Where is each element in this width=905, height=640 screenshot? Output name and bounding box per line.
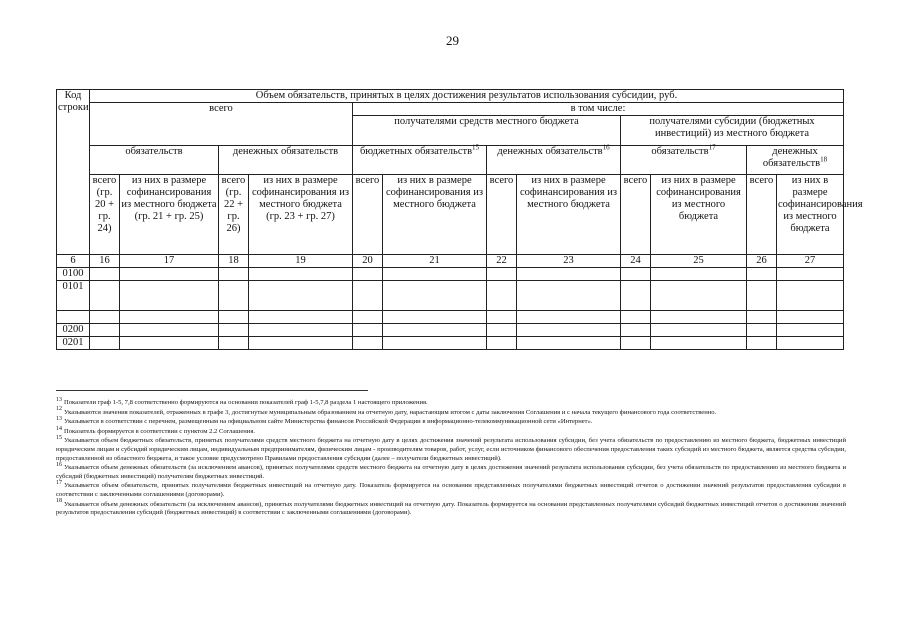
table-cell[interactable] xyxy=(517,324,621,337)
footnote xyxy=(56,396,846,408)
footnote xyxy=(56,418,846,427)
table-cell[interactable] xyxy=(249,268,353,281)
obligations-label: обязательств xyxy=(125,146,183,157)
footnote-number: 12 xyxy=(56,406,62,413)
table-cell[interactable] xyxy=(651,324,747,337)
total-label: всего xyxy=(209,103,233,114)
table-row xyxy=(57,281,844,311)
footnote-number: 15 xyxy=(56,435,62,442)
row-code: 0100 xyxy=(57,268,90,281)
local-budget-recipients-label: получателями средств местного бюджета xyxy=(394,116,579,127)
footnote xyxy=(56,461,846,481)
table-cell[interactable] xyxy=(383,311,487,324)
footnote-number: 14 xyxy=(56,425,62,432)
footnotes xyxy=(56,396,846,519)
obligations-header xyxy=(90,146,219,175)
sub-header-total: всего xyxy=(353,175,383,255)
column-number: 21 xyxy=(383,255,487,268)
table-cell[interactable] xyxy=(353,281,383,311)
column-number: 20 xyxy=(353,255,383,268)
sub-header-cofin-gr23: из них в размере софинансирования из местного бюджета (гр. 23 + гр. 27) xyxy=(249,175,353,255)
table-cell[interactable] xyxy=(120,324,219,337)
including-header xyxy=(353,103,844,116)
table-cell[interactable] xyxy=(120,281,219,311)
table-cell[interactable] xyxy=(777,337,844,350)
table-cell[interactable] xyxy=(621,268,651,281)
table-cell[interactable] xyxy=(621,311,651,324)
subsidy-recipients-header xyxy=(621,116,844,146)
table-row xyxy=(57,337,844,350)
code-header-cell xyxy=(57,90,90,255)
row-code: 0101 xyxy=(57,281,90,311)
column-number: 18 xyxy=(219,255,249,268)
page-number: 29 xyxy=(446,33,459,48)
footnote-text: Показатели граф 1-5, 7,8 соответственно формируются на основании показателей граф 1-5,7,8 раздела 1 настоящего приложения. xyxy=(64,399,428,406)
total-header xyxy=(90,103,353,146)
table-cell[interactable] xyxy=(621,281,651,311)
footnote-ref-16: 16 xyxy=(602,143,610,152)
obligations-subsidy-label: обязательств xyxy=(651,146,709,157)
table-cell[interactable] xyxy=(517,268,621,281)
table-cell[interactable] xyxy=(353,268,383,281)
footnote-text: Указывается в соответствии с перечнем, размещенным на официальном сайте Министерства финансов Российской Федерации в информационно-телекоммуникационной сети «Интернет». xyxy=(64,418,593,426)
footnote xyxy=(56,498,846,518)
table-title-cell xyxy=(90,90,844,103)
table-cell[interactable] xyxy=(651,311,747,324)
table-cell[interactable] xyxy=(777,324,844,337)
obligations-subsidy-header xyxy=(621,143,747,175)
column-number: 17 xyxy=(120,255,219,268)
footnote-text: Указывается объем денежных обязательств (за исключением авансов), принятых получателями бюджетных инвестиций на отчетную дату. Показатель формируется на основании представленных получателями субсидий бюджетных инвестиций отчетов о достижении значений результатов предоставления субсидий (бюджетных инвестиций) в соответствии с заключенными соглашениями (договорами). xyxy=(56,500,846,517)
table-title: Объем обязательств, принятых в целях достижения результатов использования субсидии, руб. xyxy=(255,90,678,101)
footnote xyxy=(56,437,846,463)
sub-header-cofin: из них в размере софинансирования из местного бюджета xyxy=(517,175,621,255)
table-cell[interactable] xyxy=(651,268,747,281)
monetary-obligations-label: денежных обязательств xyxy=(232,146,339,157)
sub-header-total-gr20: всего (гр. 20 + гр. 24) xyxy=(90,175,120,255)
table-cell[interactable] xyxy=(777,268,844,281)
sub-header-total: всего xyxy=(487,175,517,255)
table-cell[interactable] xyxy=(747,311,777,324)
table-cell[interactable] xyxy=(249,311,353,324)
footnote-text: Показатель формируется в соответствии с пунктом 2.2 Соглашения. xyxy=(64,427,256,435)
table-cell[interactable] xyxy=(517,281,621,311)
table-cell[interactable] xyxy=(747,324,777,337)
footnote-number: 13 xyxy=(56,396,62,403)
table-cell[interactable] xyxy=(383,324,487,337)
column-number: 24 xyxy=(621,255,651,268)
table-cell[interactable] xyxy=(90,324,120,337)
table-cell[interactable] xyxy=(219,324,249,337)
sub-header-total: всего xyxy=(747,175,777,255)
column-number: 26 xyxy=(747,255,777,268)
footnote-number: 17 xyxy=(56,480,62,487)
table-cell[interactable] xyxy=(249,337,353,350)
table-cell[interactable] xyxy=(651,281,747,311)
table-cell[interactable] xyxy=(777,281,844,311)
footnote-text: Указывается объем бюджетных обязательств, принятых получателями средств местного бюджета на отчетную дату в целях достижения значений результата использования субсидии, без учета обязательств по предоставлению из местного бюджета, бюджетных инвестиций юридическим лицам и субсидий юридическим лицам, индивидуальным предпринимателям, физическим лицам - производителям товаров, работ, услуг, если источником финансового обеспечения предоставления таких субсидий из местного бюджета, является средства субсидии, предоставленной из областного бюджета, и такое условие предусмотрено Правилами предоставления субсидии (далее – получатели бюджетных инвестиций). xyxy=(56,437,846,462)
footnote-number: 13 xyxy=(56,416,62,422)
column-numbers-row xyxy=(57,255,844,268)
sub-header-cofin: из них в размере софинансирования из местного бюджета xyxy=(651,175,747,255)
column-number: 22 xyxy=(487,255,517,268)
monetary-obligations-local-header xyxy=(487,143,621,175)
row-code: 0200 xyxy=(57,324,90,337)
table-cell[interactable] xyxy=(383,337,487,350)
table-cell[interactable] xyxy=(487,311,517,324)
table-cell[interactable] xyxy=(353,324,383,337)
table-cell[interactable] xyxy=(219,281,249,311)
table-cell[interactable] xyxy=(219,268,249,281)
code-header: Код строки xyxy=(58,90,89,113)
column-number: 19 xyxy=(249,255,353,268)
column-number: 25 xyxy=(651,255,747,268)
footnote-ref-15: 15 xyxy=(472,143,480,152)
footnote-text: Указываются значения показателей, отраженных в графе 3, достигнутые муниципальным образованием на отчетную дату, нарастающим итогом с даты заключения Соглашения и с начала текущего финансового года соответственно. xyxy=(64,408,717,416)
table-cell[interactable] xyxy=(487,337,517,350)
table-cell[interactable] xyxy=(120,311,219,324)
table-cell[interactable] xyxy=(517,311,621,324)
table-cell[interactable] xyxy=(651,337,747,350)
table-cell[interactable] xyxy=(487,324,517,337)
sub-header-cofin: из них в размере софинансирования из местного бюджета xyxy=(777,175,844,255)
table-row xyxy=(57,311,844,324)
table-cell[interactable] xyxy=(487,281,517,311)
table-cell[interactable] xyxy=(219,337,249,350)
column-number: 6 xyxy=(57,255,90,268)
table-cell[interactable] xyxy=(517,337,621,350)
table-cell[interactable] xyxy=(90,281,120,311)
table-cell[interactable] xyxy=(90,337,120,350)
table-cell[interactable] xyxy=(621,324,651,337)
table-cell[interactable] xyxy=(120,268,219,281)
subsidy-recipients-label: получателями субсидии (бюджетных инвестиций) из местного бюджета xyxy=(649,116,815,139)
table-cell[interactable] xyxy=(621,337,651,350)
footnote-ref-18: 18 xyxy=(820,155,828,164)
sub-header-cofin: из них в размере софинансирования из местного бюджета xyxy=(383,175,487,255)
monetary-obligations-subsidy-label: денежных обязательств xyxy=(762,146,821,169)
table-cell[interactable] xyxy=(353,311,383,324)
table-cell[interactable] xyxy=(90,268,120,281)
table-cell[interactable] xyxy=(747,337,777,350)
footnote-separator xyxy=(56,390,368,391)
obligations-table xyxy=(56,89,863,350)
row-code: 0201 xyxy=(57,337,90,350)
budget-obligations-header xyxy=(353,143,487,175)
column-number: 27 xyxy=(777,255,844,268)
sub-header-cofin-gr21: из них в размере софинансирования из местного бюджета (гр. 21 + гр. 25) xyxy=(120,175,219,255)
column-number: 16 xyxy=(90,255,120,268)
footnote xyxy=(56,425,846,437)
local-budget-recipients-header xyxy=(353,116,621,146)
footnote-text: Указывается объем обязательств, принятых получателями бюджетных инвестиций на отчетную дату. Показатель формируется на основании представленных получателями бюджетных инвестиций отчетов о достижении значений результатов предоставления субсидии в соответствии с заключенными соглашениями (договорами). xyxy=(56,482,846,498)
table-cell[interactable] xyxy=(383,281,487,311)
table-row xyxy=(57,324,844,337)
table-cell[interactable] xyxy=(487,268,517,281)
table-cell[interactable] xyxy=(353,337,383,350)
footnote xyxy=(56,482,846,499)
row-code xyxy=(57,311,90,324)
footnote-ref-17: 17 xyxy=(708,143,716,152)
table-cell[interactable] xyxy=(747,268,777,281)
monetary-obligations-header xyxy=(219,146,353,175)
footnote xyxy=(56,406,846,418)
table-cell[interactable] xyxy=(249,324,353,337)
column-number: 23 xyxy=(517,255,621,268)
footnote-number: 16 xyxy=(56,461,62,468)
sub-header-total-gr22: всего (гр. 22 + гр. 26) xyxy=(219,175,249,255)
table-row xyxy=(57,268,844,281)
table-cell[interactable] xyxy=(219,311,249,324)
including-label: в том числе: xyxy=(570,103,626,114)
table-cell[interactable] xyxy=(383,268,487,281)
sub-header-total: всего xyxy=(621,175,651,255)
monetary-obligations-local-label: денежных обязательств xyxy=(497,146,603,157)
table-cell[interactable] xyxy=(90,311,120,324)
footnote-text: Указывается объем денежных обязательств (за исключением авансов), принятых получателями средств местного бюджета на отчетную дату в целях достижения значений результата использования субсидии, без учета обязательств по предоставлению из местного бюджета и субсидий (бюджетных инвестиций) получателям бюджетных инвестиций. xyxy=(56,464,846,480)
budget-obligations-label: бюджетных обязательств xyxy=(359,146,473,157)
footnote-number: 18 xyxy=(56,498,62,505)
table-cell[interactable] xyxy=(120,337,219,350)
table-cell[interactable] xyxy=(777,311,844,324)
monetary-obligations-subsidy-header xyxy=(747,146,844,175)
table-cell[interactable] xyxy=(249,281,353,311)
table-cell[interactable] xyxy=(747,281,777,311)
